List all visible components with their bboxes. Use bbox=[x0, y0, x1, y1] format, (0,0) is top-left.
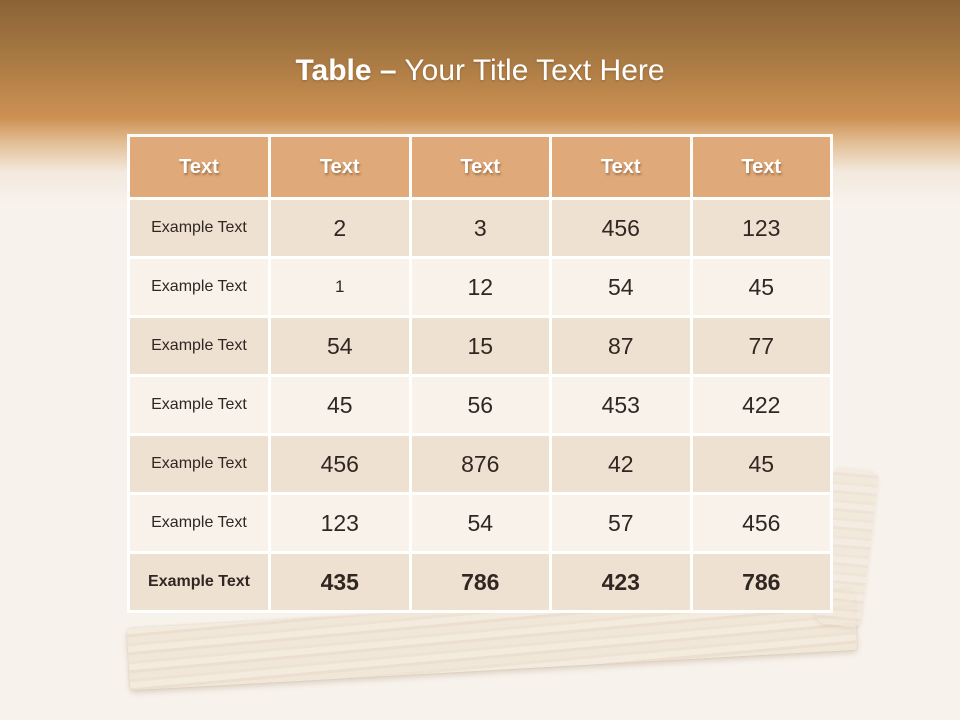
table-cell: 2 bbox=[271, 200, 409, 256]
table-cell: 54 bbox=[552, 259, 690, 315]
table-header-cell: Text bbox=[271, 137, 409, 197]
slide-title bbox=[0, 52, 960, 90]
table-cell: 42 bbox=[552, 436, 690, 492]
title-text: Your Title Text Here bbox=[404, 54, 665, 87]
table-row-label: Example Text bbox=[130, 495, 268, 551]
table-cell: 1 bbox=[271, 259, 409, 315]
table-cell: 456 bbox=[271, 436, 409, 492]
table-header-cell: Text bbox=[412, 137, 550, 197]
table-cell: 45 bbox=[693, 436, 831, 492]
table-cell: 3 bbox=[412, 200, 550, 256]
table-cell: 56 bbox=[412, 377, 550, 433]
table-cell: 422 bbox=[693, 377, 831, 433]
table-cell: 786 bbox=[693, 554, 831, 610]
table-cell: 123 bbox=[693, 200, 831, 256]
data-table bbox=[127, 134, 833, 613]
title-separator: – bbox=[379, 54, 397, 87]
table-row-label: Example Text bbox=[130, 554, 268, 610]
title-keyword: Table bbox=[295, 54, 372, 87]
table-cell: 786 bbox=[412, 554, 550, 610]
table-header-cell: Text bbox=[552, 137, 690, 197]
table-cell: 57 bbox=[552, 495, 690, 551]
table-cell: 123 bbox=[271, 495, 409, 551]
table-row-label: Example Text bbox=[130, 436, 268, 492]
table-cell: 45 bbox=[271, 377, 409, 433]
table-cell: 87 bbox=[552, 318, 690, 374]
table-cell: 54 bbox=[271, 318, 409, 374]
table-cell: 15 bbox=[412, 318, 550, 374]
table-cell: 45 bbox=[693, 259, 831, 315]
table-cell: 77 bbox=[693, 318, 831, 374]
table-cell: 12 bbox=[412, 259, 550, 315]
table-header-cell: Text bbox=[693, 137, 831, 197]
table-row-label: Example Text bbox=[130, 200, 268, 256]
table-row-label: Example Text bbox=[130, 318, 268, 374]
table-header-cell: Text bbox=[130, 137, 268, 197]
table-cell: 453 bbox=[552, 377, 690, 433]
table-cell: 456 bbox=[693, 495, 831, 551]
table-cell: 54 bbox=[412, 495, 550, 551]
table-cell: 423 bbox=[552, 554, 690, 610]
table-cell: 435 bbox=[271, 554, 409, 610]
table-row-label: Example Text bbox=[130, 377, 268, 433]
table-cell: 456 bbox=[552, 200, 690, 256]
table-cell: 876 bbox=[412, 436, 550, 492]
table-row-label: Example Text bbox=[130, 259, 268, 315]
